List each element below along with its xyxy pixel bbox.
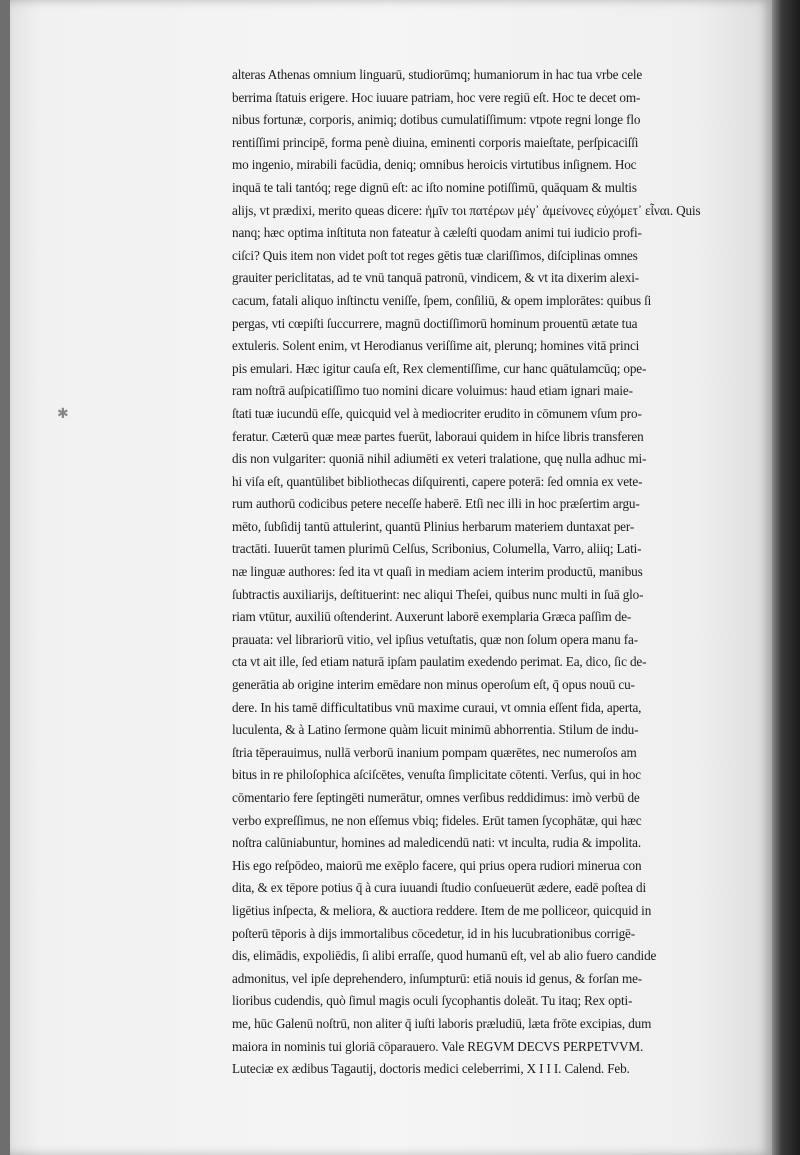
- text-line: dis non vulgariter: quoniā nihil adiumēti ex veteri tralatione, quę nulla adhuc mi-: [232, 451, 647, 467]
- text-line: luculenta, & à Latino ſermone quàm licuit minimū abhorrentia. Stilum de indu-: [232, 722, 639, 738]
- text-line: pis emulari. Hæc igitur cauſa eſt, Rex clementiſſime, cur hanc quātulamcūq; ope-: [232, 360, 647, 376]
- text-line: me, hūc Galenū noſtrū, non aliter q̄ iuſti laboris præludiū, læta frōte excipias, dum: [232, 1015, 652, 1031]
- text-line: admonitus, vel ipſe deprehendero, inſumpturū: etiā nouis id genus, & forſan me-: [232, 970, 643, 986]
- text-line: Luteciæ ex ædibus Tagautij, doctoris medici celeberrimi, X I I I. Calend. Feb.: [232, 1061, 630, 1077]
- text-line: generātia ab origine interim emēdare non minus operoſum eſt, q̄ opus nouū cu-: [232, 677, 635, 693]
- text-line: extuleris. Solent enim, vt Herodianus veriſſime ait, plerunq; homines vitā princi: [232, 338, 640, 354]
- text-line: inquā te tali tantóq; rege dignū eſt: ac iſto nomine potiſſimū, quāquam & multis: [232, 179, 637, 195]
- text-line: riam vtūtur, auxiliū oſtenderint. Auxerunt laborē exemplaria Græca paſſim de-: [232, 609, 632, 625]
- text-line: rentiſſimi principē, forma penè diuina, eminenti corporis maieſtate, perſpicaciſſi: [232, 134, 639, 150]
- ink-speck: ✱: [57, 407, 69, 422]
- text-line: mo ingenio, mirabili facūdia, deniq; omnibus heroicis virtutibus inſignem. Hoc: [232, 157, 637, 173]
- text-line: prauata: vel librariorū vitio, vel ipſius vetuſtatis, quæ non ſolum opera manu fa-: [232, 631, 638, 647]
- text-block: [232, 64, 780, 1081]
- text-line: dita, & ex tēpore potius q̄ à cura iuuandi ſtudio conſueuerūt ædere, eadē poſtea di: [232, 880, 646, 896]
- text-line: næ linguæ authores: ſed ita vt quaſi in mediam aciem interim productū, manibus: [232, 564, 643, 580]
- text-line: rum authorū codicibus petere neceſſe haberē. Etſi nec illi in hoc præſertim argu-: [232, 496, 640, 512]
- text-line: feratur. Cæterū quæ meæ partes fuerūt, laboraui quidem in hiſce libris transferen: [232, 428, 644, 444]
- text-line: cacum, fatali aliquo inſtinctu veniſſe, ſpem, conſiliū, & opem implorātes: quibus ſi: [232, 292, 652, 308]
- text-line: ligētius inſpecta, & meliora, & auctiora reddere. Item de me polliceor, quicquid in: [232, 902, 652, 918]
- text-line: ciſci? Quis item non videt poſt tot reges gētis tuæ clariſſimos, diſciplinas omnes: [232, 247, 638, 263]
- text-line: ſtati tuæ iucundū eſſe, quicquid vel à mediocriter erudito in cōmunem vſum pro-: [232, 405, 642, 421]
- text-line: poſterū tēporis à dijs immortalibus cōcedetur, id in his lucubrationibus corrigē-: [232, 925, 635, 941]
- text-line: pergas, vti cœpiſti ſuccurrere, magnū doctiſſimorū hominum prouentū ætate tua: [232, 315, 638, 331]
- text-line: lioribus cudendis, quò ſimul magis oculi ſycophantis doleāt. Tu itaq; Rex opti-: [232, 993, 633, 1009]
- text-line: grauiter periclitatas, ad te vnū tanquā patronū, vindicem, & vt ita dixerim alexi-: [232, 270, 639, 286]
- text-line: noſtra calūniabuntur, homines ad maledicendū nati: vt inculta, rudia & impolita.: [232, 835, 641, 851]
- text-line: nanq; hæc optima inſtituta non fateatur à cæleſti quodam animi tui iudicio profi-: [232, 225, 642, 241]
- text-line: tractāti. Iuuerūt tamen plurimū Celſus, Scribonius, Columella, Varro, aliiq; Lati-: [232, 541, 642, 557]
- text-line: alijs, vt prædixi, merito queas dicere: ἡμῖν τοι πατέρων μέγ᾽ ἀμείνονες εὐχόμετ᾽ εἶναι. Quis: [232, 202, 701, 218]
- book-spine-shadow: [772, 0, 800, 1155]
- text-line: mēto, ſubſidij tantū attulerint, quantū Plinius herbarum materiem duntaxat per-: [232, 518, 635, 534]
- book-page: [10, 0, 772, 1155]
- text-line: verbo expreſſimus, ne non eſſemus vbiq; fideles. Erūt tamen ſycophātæ, qui hæc: [232, 812, 642, 828]
- text-line: His ego reſpōdeo, maiorū me exēplo facere, qui prius opera rudiori minerua con: [232, 857, 642, 873]
- text-line: hi viſa eſt, quantūlibet bibliothecas diſquirenti, capere poterā: ſed omnia ex vete-: [232, 473, 643, 489]
- text-line: dere. In his tamē difficultatibus vnū maxime curaui, vt omnia eſſent fida, aperta,: [232, 699, 642, 715]
- text-line: cōmentario fere ſeptingēti numerātur, omnes verſibus reddidimus: imò verbū de: [232, 790, 640, 805]
- text-line: ſubtractis auxiliarijs, deſtituerint: nec aliqui Theſei, quibus nunc multi in ſuā glo-: [232, 586, 644, 602]
- text-line: ram noſtrā auſpicatiſſimo tuo nomini dicare voluimus: haud etiam ignari maie-: [232, 383, 633, 399]
- text-line: alteras Athenas omnium linguarū, studiorūmq; humaniorum in hac tua vrbe cele: [232, 67, 643, 82]
- text-line: nibus fortunæ, corporis, animiq; dotibus cumulatiſſimum: vtpote regni longe flo: [232, 112, 641, 128]
- text-line: maiora in nominis tui gloriā cōparauero. Vale REGVM DECVS PERPETVVM.: [232, 1038, 644, 1054]
- text-line: cta vt ait ille, ſed etiam naturā ipſam paulatim exedendo perimat. Ea, dico, ſic de-: [232, 654, 647, 670]
- text-line: berrima ſtatuis erigere. Hoc iuuare patriam, hoc vere regiū eſt. Hoc te decet om-: [232, 89, 641, 105]
- text-line: ſtria tēperauimus, nullā verborū inanium pompam quærētes, nec numeroſos am: [232, 744, 637, 760]
- text-line: dis, elimādis, expoliēdis, ſi alibi erraſſe, quod humanū eſt, vel ab alio fuero candide: [232, 948, 657, 964]
- text-line: bitus in re philoſophica aſciſcētes, venuſta ſimplicitate cōtenti. Verſus, qui in hoc: [232, 767, 641, 783]
